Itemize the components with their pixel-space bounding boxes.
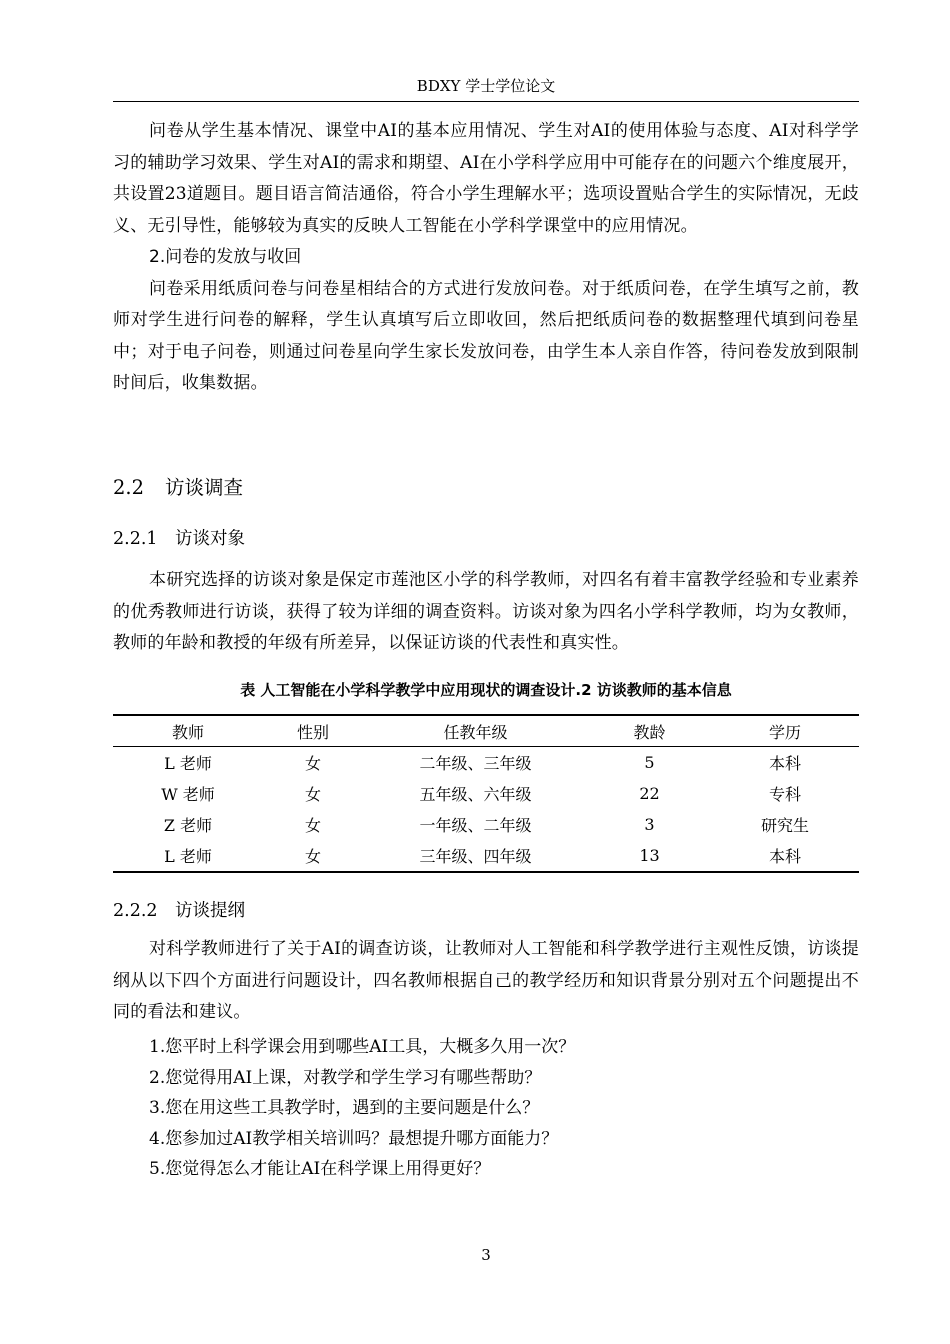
table-cell: 五年级、六年级 bbox=[419, 785, 532, 804]
section-number: 2.2 bbox=[113, 476, 145, 499]
section-heading-2-2-1 bbox=[113, 527, 245, 551]
table-cell: 研究生 bbox=[760, 816, 809, 835]
interview-outline-paragraph: 对科学教师进行了关于AI的调查访谈，让教师对人工智能和科学教学进行主观性反馈，访谈提纲从以下四个方面进行问题设计，四名教师根据自己的教学经历和知识背景分别对五个问题提出不同的看法和建议。 bbox=[113, 939, 859, 1022]
table-cell: 本科 bbox=[711, 840, 859, 872]
section-number: 2.2.2 bbox=[113, 901, 158, 921]
table-row bbox=[113, 747, 859, 779]
distribution-paragraph: 问卷采用纸质问卷与问卷星相结合的方式进行发放问卷。对于纸质问卷，在学生填写之前，教师对学生进行问卷的解释，学生认真填写后立即收回，然后把纸质问卷的数据整理代填到问卷星中；对于电子问卷，则通过问卷星向学生家长发放问卷，由学生本人亲自作答，待问卷发放到限制时间后，收集数据。 bbox=[113, 278, 859, 393]
column-header-years: 教龄 bbox=[588, 715, 711, 747]
table-cell: 女 bbox=[304, 754, 321, 773]
table-cell: 一年级、二年级 bbox=[419, 816, 532, 835]
page-number: 3 bbox=[481, 1246, 491, 1264]
table-cell: 22 bbox=[639, 784, 660, 803]
interview-question-list bbox=[113, 1032, 859, 1185]
teacher-info-table bbox=[113, 714, 859, 873]
table-cell: 专科 bbox=[768, 785, 801, 804]
header-rule bbox=[113, 101, 859, 102]
interview-subjects-section bbox=[113, 565, 859, 660]
table-caption: 表 人工智能在小学科学教学中应用现状的调查设计.2 访谈教师的基本信息 bbox=[240, 681, 732, 699]
column-header-education: 学历 bbox=[711, 715, 859, 747]
table-cell: 女 bbox=[263, 840, 363, 872]
table-cell: 3 bbox=[644, 815, 655, 834]
table-row bbox=[113, 809, 859, 840]
table-cell: 三年级、四年级 bbox=[363, 840, 588, 872]
column-header-grades: 任教年级 bbox=[363, 715, 588, 747]
distribution-subheading: 2.问卷的发放与收回 bbox=[149, 247, 302, 267]
section-heading-2-2 bbox=[113, 475, 243, 501]
column-header-gender: 性别 bbox=[263, 715, 363, 747]
table-cell: 二年级、三年级 bbox=[419, 754, 532, 773]
column-header-teacher: 教师 bbox=[113, 715, 263, 747]
list-item: 4.您参加过AI教学相关培训吗？最想提升哪方面能力？ bbox=[149, 1128, 559, 1149]
interview-outline-section bbox=[113, 934, 859, 1029]
page-header: BDXY 学士学位论文 bbox=[416, 77, 556, 95]
interview-subjects-paragraph: 本研究选择的访谈对象是保定市莲池区小学的科学教师，对四名有着丰富教学经验和专业素养的优秀教师进行访谈，获得了较为详细的调查资料。访谈对象为四名小学科学教师，均为女教师，教师的年龄和教授的年级有所差异，以保证访谈的代表性和真实性。 bbox=[113, 570, 859, 653]
section-title: 访谈提纲 bbox=[175, 901, 245, 921]
table-cell: L 老师 bbox=[164, 754, 212, 773]
table-header-row bbox=[113, 715, 859, 747]
table-cell: W 老师 bbox=[161, 785, 215, 804]
section-title: 访谈调查 bbox=[165, 476, 244, 499]
list-item: 3.您在用这些工具教学时，遇到的主要问题是什么？ bbox=[149, 1098, 540, 1118]
section-heading-2-2-2 bbox=[113, 899, 245, 923]
table-cell: L 老师 bbox=[113, 840, 263, 872]
table-cell: 5 bbox=[644, 753, 655, 772]
table-cell: 本科 bbox=[768, 754, 801, 773]
section-title: 访谈对象 bbox=[175, 529, 245, 549]
questionnaire-design-paragraph: 问卷从学生基本情况、课堂中AI的基本应用情况、学生对AI的使用体验与态度、AI对科学学习的辅助学习效果、学生对AI的需求和期望、AI在小学科学应用中可能存在的问题六个维度展开，共设置23道题目。题目语言简洁通俗，符合小学生理解水平；选项设置贴合学生的实际情况，无歧义、无引导性，能够较为真实的反映人工智能在小学科学课堂中的应用情况。 bbox=[113, 121, 859, 236]
table-row bbox=[113, 840, 859, 872]
section-number: 2.2.1 bbox=[113, 529, 158, 549]
questionnaire-section bbox=[113, 116, 859, 400]
list-item: 1.您平时上科学课会用到哪些AI工具，大概多久用一次？ bbox=[149, 1037, 576, 1057]
table-cell: 女 bbox=[304, 785, 321, 804]
table-cell: 女 bbox=[304, 816, 321, 835]
list-item: 2.您觉得用AI上课，对教学和学生学习有哪些帮助？ bbox=[149, 1067, 542, 1088]
list-item: 5.您觉得怎么才能让AI在科学课上用得更好？ bbox=[149, 1159, 491, 1179]
table-row bbox=[113, 778, 859, 809]
table-cell: 13 bbox=[588, 840, 711, 872]
table-cell: Z 老师 bbox=[163, 816, 213, 835]
